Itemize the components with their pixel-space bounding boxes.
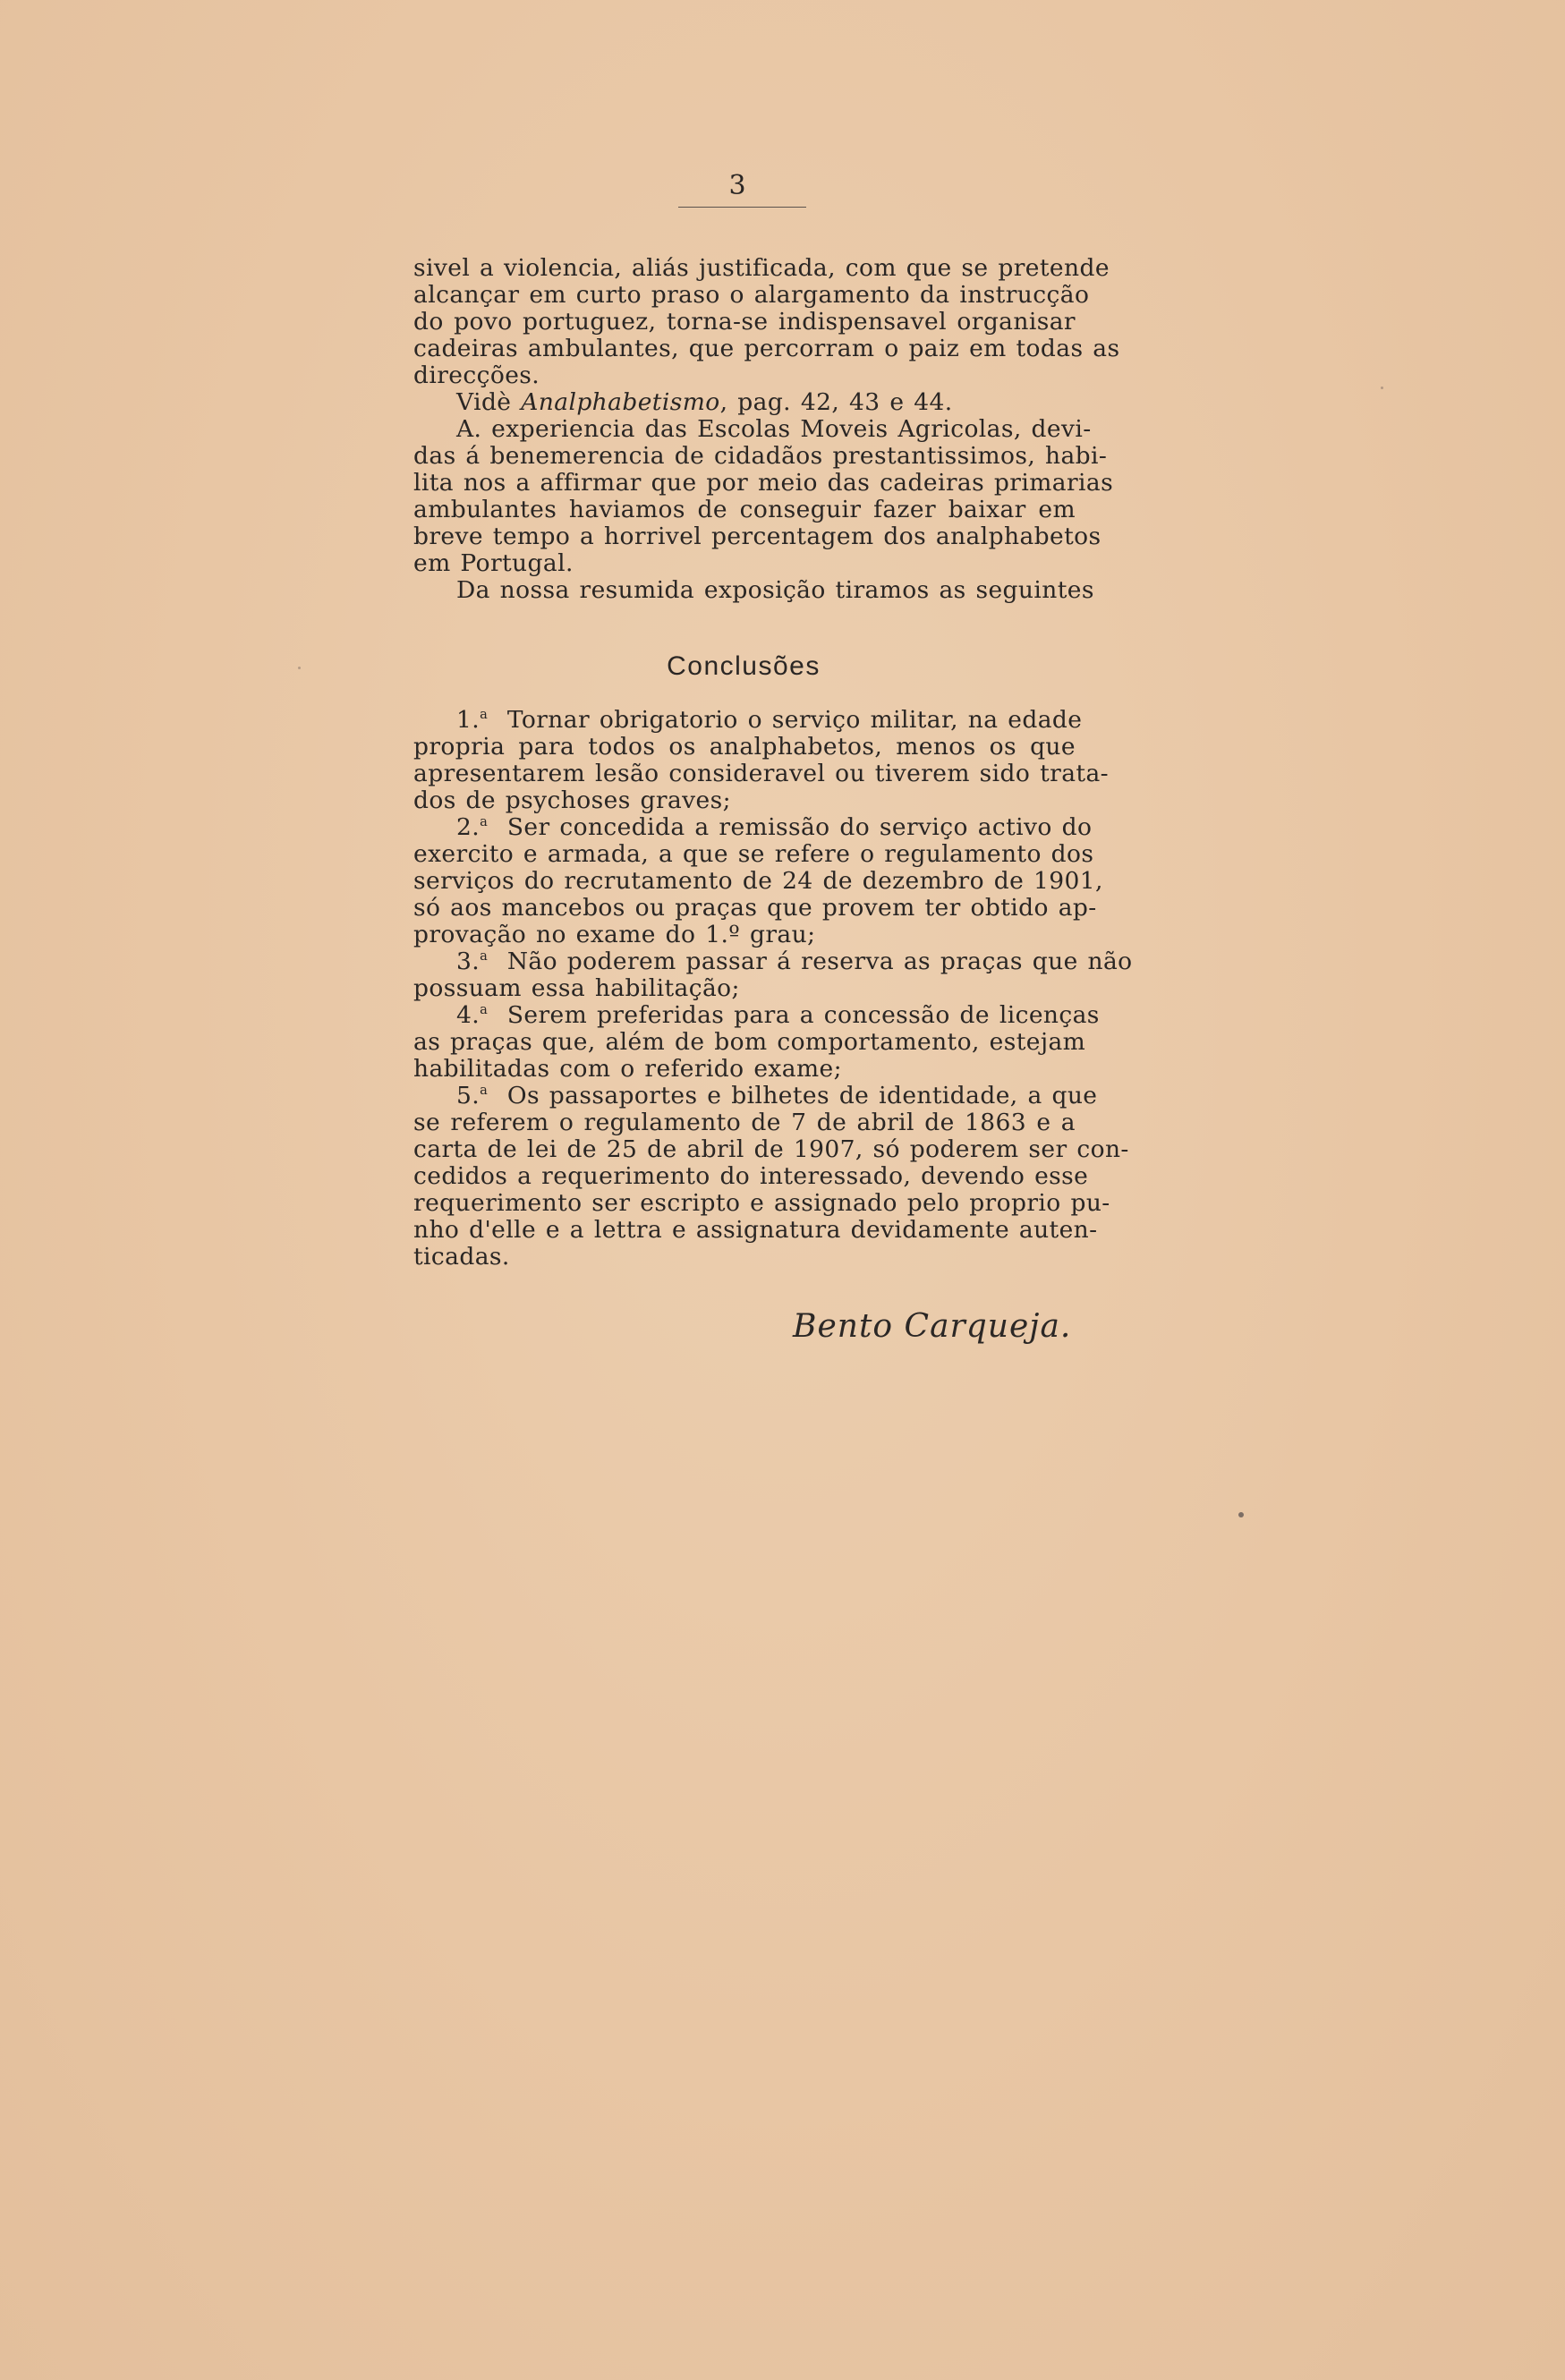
text-line: possuam essa habilitação; [413, 974, 740, 1002]
section-title: Conclusões [667, 651, 821, 681]
text-line: sivel a violencia, aliás justificada, com que se pretende [413, 254, 1110, 282]
page-number: 3 [728, 170, 746, 201]
text-line: lita nos a affirmar que por meio das cadeiras primarias [413, 469, 1114, 497]
paper-speck [1381, 387, 1383, 389]
text-line: alcançar em curto praso o alargamento da instrucção [413, 281, 1090, 309]
text-line: nho d'elle e a lettra e assignatura devidamente auten- [413, 1216, 1098, 1244]
item-ordinal: a [480, 948, 489, 964]
text-line: Não poderem passar á reserva as praças que não [506, 948, 1133, 975]
item-ordinal: a [480, 813, 489, 829]
item-number: 2. [456, 813, 481, 841]
reference-line [413, 389, 1076, 416]
text-line: Da nossa resumida exposição tiramos as seguintes [456, 576, 1094, 604]
paper-speck [1238, 1512, 1244, 1517]
item-ordinal: a [480, 706, 489, 722]
text-line: Tornar obrigatorio o serviço militar, na edade [506, 706, 1083, 734]
text-line: direcções. [413, 361, 540, 389]
text-line: dos de psychoses graves; [413, 786, 731, 814]
text-line: cadeiras ambulantes, que percorram o paiz em todas as [413, 335, 1120, 362]
text-line: se referem o regulamento de 7 de abril de 1863 e a [413, 1109, 1076, 1136]
item-ordinal: a [480, 1001, 489, 1017]
conclusion-item-4 [413, 1001, 1100, 1029]
text-line: habilitadas com o referido exame; [413, 1055, 842, 1083]
text-line: provação no exame do 1.º grau; [413, 921, 816, 948]
text-line: apresentarem lesão consideravel ou tiverem sido trata- [413, 760, 1110, 787]
conclusion-item-5 [413, 1082, 1098, 1109]
text-line: carta de lei de 25 de abril de 1907, só poderem ser con- [413, 1135, 1129, 1163]
reference-prefix: Vidè [456, 388, 512, 416]
signature: Bento Carqueja. [793, 1308, 1072, 1345]
text-line: A. experiencia das Escolas Moveis Agricolas, devi- [456, 415, 1092, 443]
item-ordinal: a [480, 1082, 489, 1098]
text-line: exercito e armada, a que se refere o regulamento dos [413, 840, 1094, 868]
text-line: ambulantes haviamos de conseguir fazer baixar em [413, 496, 1076, 523]
page-number-rule [678, 207, 806, 208]
item-number: 1. [456, 706, 481, 734]
text-line: breve tempo a horrivel percentagem dos analphabetos [413, 523, 1101, 550]
text-line: Os passaportes e bilhetes de identidade, a que [506, 1082, 1098, 1109]
text-line: as praças que, além de bom comportamento, estejam [413, 1028, 1086, 1056]
item-number: 4. [456, 1001, 481, 1029]
text-line: cedidos a requerimento do interessado, devendo esse [413, 1162, 1089, 1190]
text-line: serviços do recrutamento de 24 de dezembro de 1901, [413, 867, 1103, 895]
conclusion-item-3 [413, 948, 1133, 975]
item-number: 3. [456, 948, 481, 975]
conclusion-item-1 [413, 706, 1083, 734]
text-line: ticadas. [413, 1243, 510, 1271]
item-number: 5. [456, 1082, 481, 1109]
reference-suffix: , pag. 42, 43 e 44. [719, 388, 953, 416]
text-line: do povo portuguez, torna-se indispensavel organisar [413, 308, 1076, 336]
text-line: propria para todos os analphabetos, menos os que [413, 733, 1076, 761]
text-line: das á benemerencia de cidadãos prestantissimos, habi- [413, 442, 1108, 470]
text-line: em Portugal. [413, 549, 574, 577]
reference-title: Analphabetismo [521, 388, 720, 416]
text-line: Ser concedida a remissão do serviço activo do [506, 813, 1093, 841]
text-line: Serem preferidas para a concessão de licenças [506, 1001, 1100, 1029]
conclusion-item-2 [413, 813, 1093, 841]
conclusions-list [413, 706, 1133, 1271]
text-line: requerimento ser escripto e assignado pelo proprio pu- [413, 1189, 1110, 1217]
text-line: só aos mancebos ou praças que provem ter obtido ap- [413, 894, 1097, 922]
intro-section [413, 254, 1120, 604]
